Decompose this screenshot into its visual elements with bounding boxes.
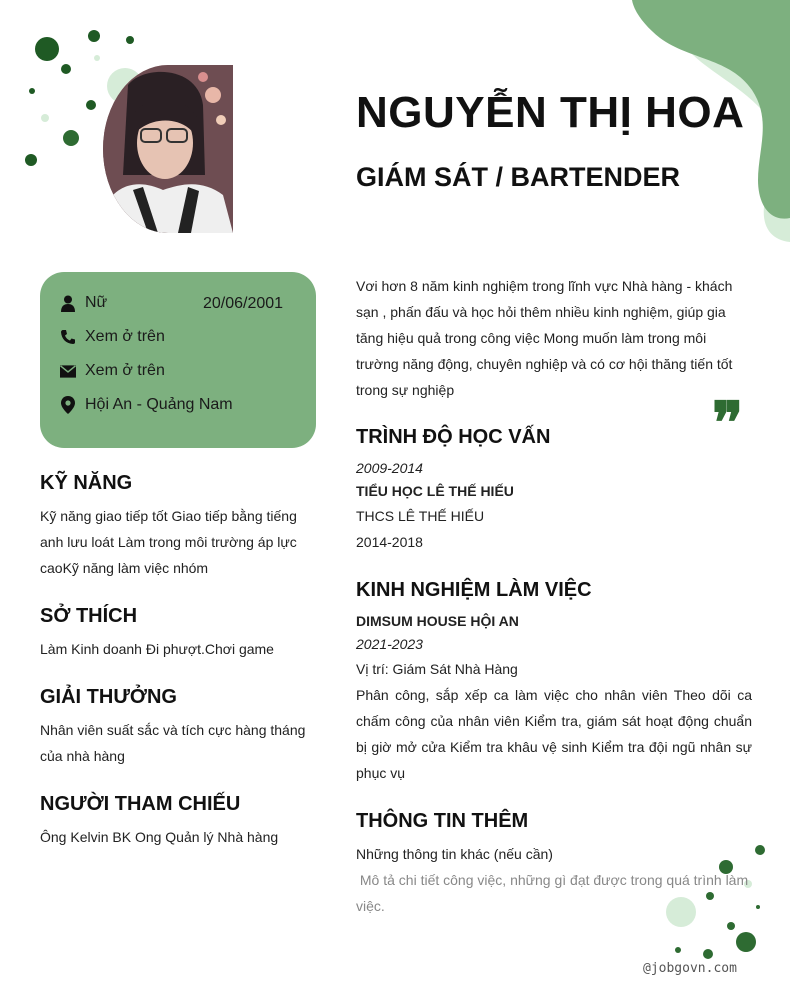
experience-description: Phân công, sắp xếp ca làm việc cho nhân viên Theo dõi ca chấm công của nhân viên Kiểm tra, giám sát hoạt động chuẩn bị giờ mở cửa Kiểm tra khâu vệ sinh Kiểm tra đội ngũ nhân sự phục vụ — [356, 687, 752, 781]
address-text: Hội An - Quảng Nam — [85, 396, 233, 413]
contact-box — [40, 272, 316, 448]
job-title: GIÁM SÁT / BARTENDER — [356, 162, 680, 192]
additional-heading: THÔNG TIN THÊM — [356, 810, 529, 832]
quote-mark-icon: ❞ — [712, 389, 744, 457]
email-row — [60, 362, 165, 380]
dot — [35, 37, 59, 61]
dot — [25, 154, 37, 166]
person-icon — [60, 294, 76, 312]
gender-text: Nữ — [85, 294, 108, 311]
skills-text: Kỹ năng giao tiếp tốt Giao tiếp bằng tiếng anh lưu loát Làm trong môi trường áp lực caoKỹ năng làm việc nhóm — [40, 508, 297, 576]
phone-row — [60, 328, 165, 346]
address-row — [60, 396, 233, 414]
dot — [755, 845, 765, 855]
dot — [41, 114, 49, 122]
dot — [63, 130, 79, 146]
hobbies-heading: SỞ THÍCH — [40, 605, 138, 627]
awards-text: Nhân viên suất sắc và tích cực hàng tháng của nhà hàng — [40, 722, 306, 764]
summary-text: Vơi hơn 8 năm kinh nghiệm trong lĩnh vực Nhà hàng - khách sạn , phấn đấu và học hỏi thêm nhiều kinh nghiệm, giúp gia tăng hiệu quả trong công việc Mong muốn làm trong môi trường năng động, chuyên nghiệp và có cơ hội thăng tiến tốt trong sự nghiệp — [356, 278, 733, 398]
skills-heading: KỸ NĂNG — [40, 472, 133, 494]
location-pin-icon — [60, 396, 76, 414]
dot — [703, 949, 713, 959]
full-name: NGUYỄN THỊ HOA — [356, 88, 745, 137]
dot — [61, 64, 71, 74]
dot — [29, 88, 35, 94]
experience-heading: KINH NGHIỆM LÀM VIỆC — [356, 579, 592, 601]
dot — [88, 30, 100, 42]
gender-row — [60, 294, 107, 312]
additional-line-1: Những thông tin khác (nếu cần) — [356, 846, 553, 862]
dot — [727, 922, 735, 930]
phone-text: Xem ở trên — [85, 328, 165, 345]
experience-period: 2021-2023 — [356, 636, 423, 652]
references-heading: NGƯỜI THAM CHIẾU — [40, 793, 241, 815]
education-period: 2009-2014 — [356, 460, 423, 476]
experience-position: Vị trí: Giám Sát Nhà Hàng — [356, 661, 518, 677]
education-heading: TRÌNH ĐỘ HỌC VẤN — [356, 426, 551, 448]
dot — [126, 36, 134, 44]
email-text: Xem ở trên — [85, 362, 165, 379]
dot — [736, 932, 756, 952]
watermark: @jobgovn.com — [643, 961, 737, 976]
dot — [86, 100, 96, 110]
dot — [756, 905, 760, 909]
dot — [675, 947, 681, 953]
education-school: TIỂU HỌC LÊ THẾ HIẾU — [356, 483, 514, 499]
date-of-birth: 20/06/2001 — [203, 295, 284, 312]
references-text: Ông Kelvin BK Ong Quản lý Nhà hàng — [40, 829, 279, 845]
additional-line-2: Mô tả chi tiết công việc, những gì đạt được trong quá trình làm việc. — [356, 872, 753, 914]
education-school-2: THCS LÊ THẾ HIẾU — [356, 508, 485, 524]
phone-icon — [60, 328, 76, 346]
profile-photo — [103, 65, 233, 233]
experience-company: DIMSUM HOUSE HỘI AN — [356, 613, 519, 629]
hobbies-text: Làm Kinh doanh Đi phượt.Chơi game — [40, 641, 274, 657]
awards-heading: GIẢI THƯỞNG — [40, 686, 177, 708]
envelope-icon — [60, 362, 76, 380]
dot — [94, 55, 100, 61]
education-period-2: 2014-2018 — [356, 534, 423, 550]
